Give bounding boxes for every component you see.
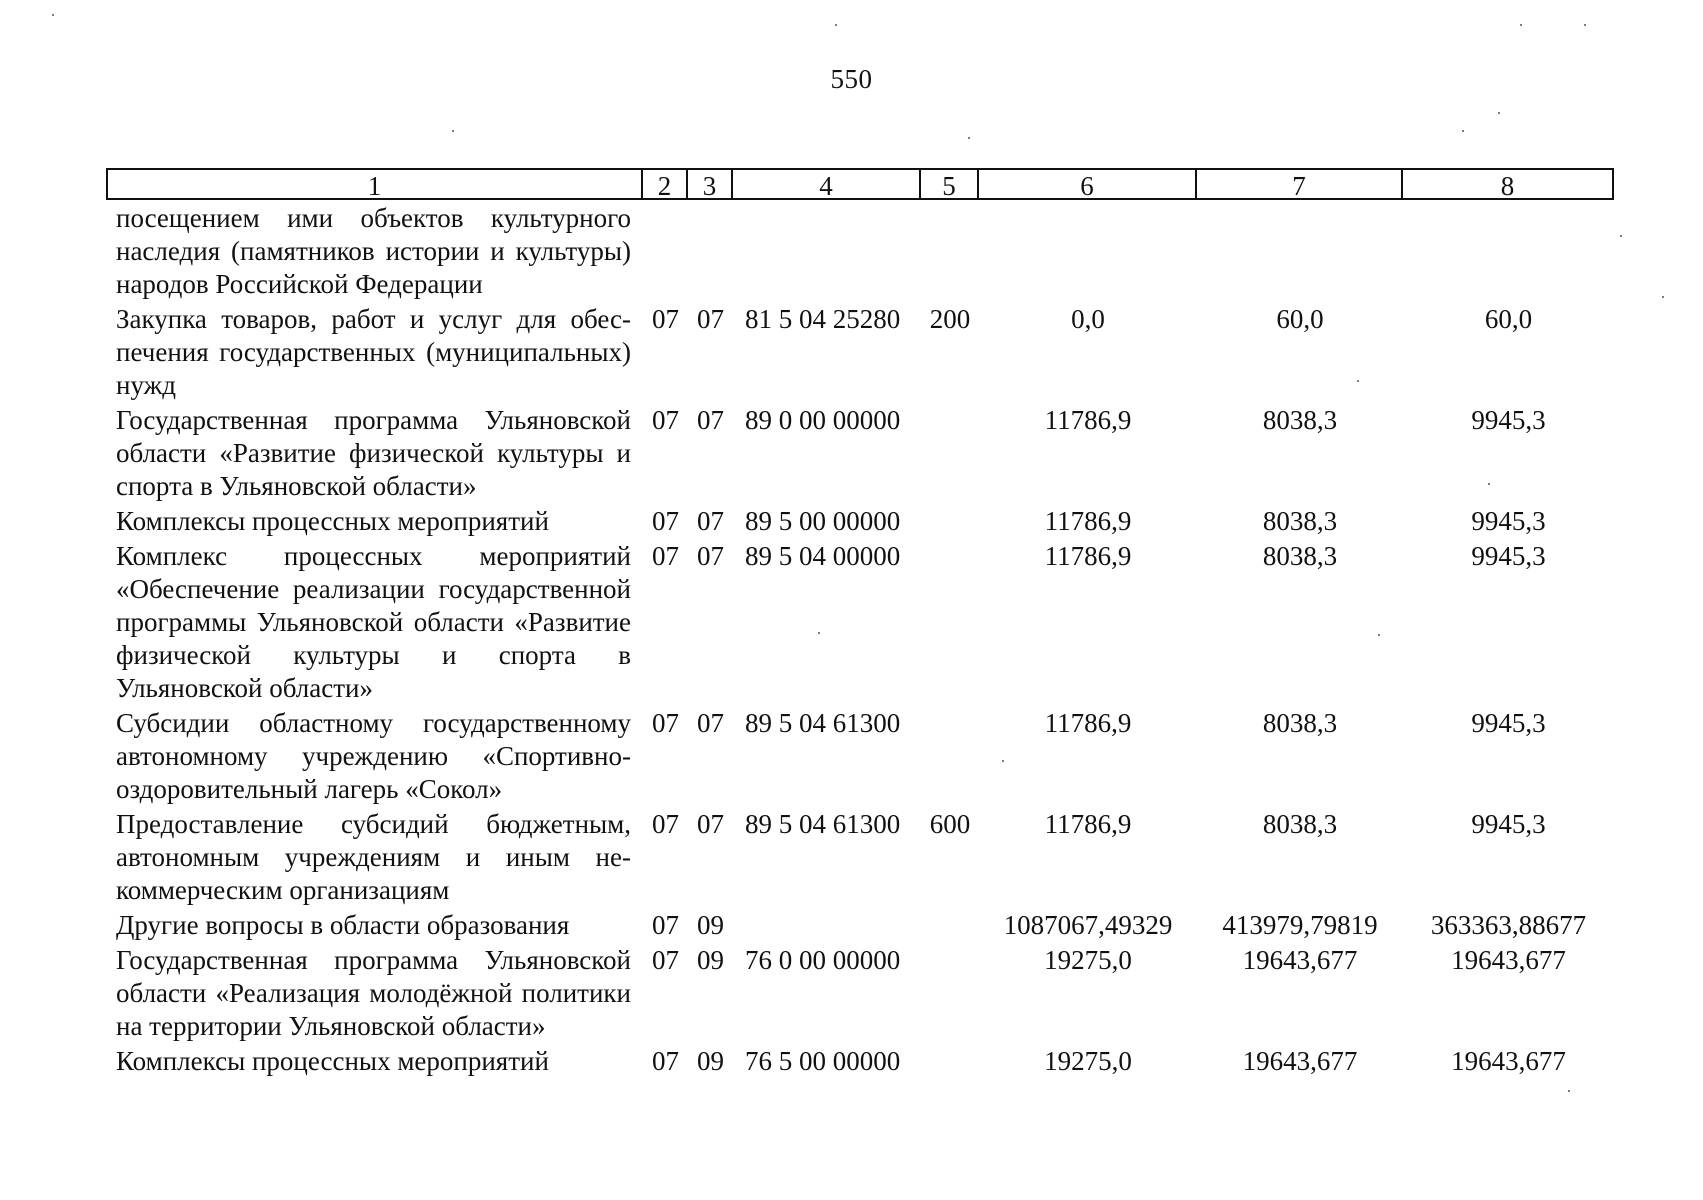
scan-speck xyxy=(1357,380,1359,382)
row-name: Закупка товаров, работ и услуг для обеспечения государственных (муниципальных) нужд xyxy=(116,304,631,400)
row-section: 07 xyxy=(652,1046,679,1076)
row-section: 07 xyxy=(652,541,679,571)
row-amount-col8: 9945,3 xyxy=(1471,506,1546,536)
row-amount-col6: 11786,9 xyxy=(1044,541,1132,571)
row-amount-col8: 19643,677 xyxy=(1451,945,1566,975)
row-section: 07 xyxy=(652,304,679,334)
table-row xyxy=(106,402,1620,503)
row-amount-col8: 9945,3 xyxy=(1471,405,1546,435)
row-amount-col7: 8038,3 xyxy=(1262,809,1338,839)
row-subsection: 07 xyxy=(697,304,724,334)
scan-speck xyxy=(1662,296,1664,298)
row-amount-col8: 363363,88677 xyxy=(1430,910,1587,940)
table-row xyxy=(106,942,1620,1043)
row-amount-col6: 0,0 xyxy=(1071,304,1105,334)
row-name: Государственная программа Ульяновской области «Реализация молодёжной политики на территории Ульяновской области» xyxy=(116,945,631,1041)
row-name: Государственная программа Ульяновской области «Развитие физической культуры и спорта в Ульяновской области» xyxy=(116,405,631,501)
table-header-row xyxy=(106,168,1620,200)
row-target-code: 89 5 04 61300 xyxy=(745,809,901,839)
row-name: Комплексы процессных мероприятий xyxy=(116,1046,549,1076)
scan-speck xyxy=(1002,760,1004,762)
row-expense-type xyxy=(921,1043,979,1078)
row-target-code: 89 5 00 00000 xyxy=(745,506,901,536)
row-name: посещением ими объектов культурного наследия (памятников истории и культуры) народов Российской Федерации xyxy=(116,203,631,299)
row-amount-col6 xyxy=(979,200,1197,301)
row-amount-col6: 11786,9 xyxy=(1044,506,1132,536)
row-amount-col6: 19275,0 xyxy=(1044,945,1132,975)
row-amount-col8: 9945,3 xyxy=(1471,541,1546,571)
row-amount-col6: 11786,9 xyxy=(1044,405,1132,435)
row-section: 07 xyxy=(652,910,679,940)
scan-speck xyxy=(835,24,837,26)
row-target-code: 76 0 00 00000 xyxy=(745,945,901,975)
table-row xyxy=(106,538,1620,705)
row-subsection: 07 xyxy=(697,809,724,839)
row-amount-col7 xyxy=(1197,200,1403,301)
row-subsection: 07 xyxy=(697,405,724,435)
row-amount-col7: 8038,3 xyxy=(1262,506,1338,536)
table-row xyxy=(106,806,1620,907)
row-amount-col7: 19643,677 xyxy=(1242,945,1358,975)
header-cell-8: 8 xyxy=(1403,168,1614,200)
row-amount-col6: 11786,9 xyxy=(1044,708,1132,738)
table-row xyxy=(106,907,1620,942)
row-section: 07 xyxy=(652,708,679,738)
row-expense-type xyxy=(921,538,979,705)
row-subsection: 09 xyxy=(697,945,724,975)
row-target-code: 89 0 00 00000 xyxy=(745,405,901,435)
scan-speck xyxy=(1488,483,1490,485)
row-name: Другие вопросы в области образования xyxy=(116,910,570,940)
header-cell-2: 2 xyxy=(643,168,688,200)
row-section xyxy=(643,200,688,301)
row-amount-col6: 1087067,49329 xyxy=(1003,910,1173,940)
header-cell-6: 6 xyxy=(979,168,1197,200)
budget-table xyxy=(106,168,1620,1078)
header-cell-4: 4 xyxy=(733,168,921,200)
table-row xyxy=(106,301,1620,402)
scan-speck xyxy=(1584,24,1586,26)
page-number: 550 xyxy=(830,64,873,94)
row-target-code: 76 5 00 00000 xyxy=(745,1046,901,1076)
row-subsection: 07 xyxy=(697,506,724,536)
scan-speck xyxy=(1378,634,1380,636)
row-amount-col8 xyxy=(1403,200,1614,301)
scan-speck xyxy=(1568,1090,1570,1092)
row-subsection: 09 xyxy=(697,1046,724,1076)
row-amount-col7: 413979,79819 xyxy=(1222,910,1378,940)
row-amount-col7: 8038,3 xyxy=(1262,405,1338,435)
scan-speck xyxy=(1462,130,1464,132)
row-expense-type xyxy=(921,705,979,806)
row-amount-col8: 19643,677 xyxy=(1451,1046,1566,1076)
row-amount-col8: 9945,3 xyxy=(1471,809,1546,839)
row-name: Предоставление субсидий бюджетным, автономным учреждениям и иным некоммерческим организациям xyxy=(116,809,631,905)
header-cell-1: 1 xyxy=(106,168,643,200)
row-name: Комплекс процессных мероприятий «Обеспечение реализации государственной программы Ульяновской области «Развитие физической культуры и спорта в Ульяновской области» xyxy=(116,541,631,703)
row-expense-type xyxy=(921,942,979,1043)
scan-speck xyxy=(52,14,54,16)
row-target-code: 81 5 04 25280 xyxy=(745,304,901,334)
scan-speck xyxy=(1620,235,1622,237)
row-amount-col7: 8038,3 xyxy=(1262,708,1338,738)
row-amount-col7: 60,0 xyxy=(1276,304,1324,334)
row-expense-type xyxy=(921,503,979,538)
row-expense-type: 600 xyxy=(929,809,971,839)
row-target-code xyxy=(733,907,921,942)
row-target-code: 89 5 04 00000 xyxy=(745,541,901,571)
row-section: 07 xyxy=(652,506,679,536)
table-row xyxy=(106,503,1620,538)
scan-speck xyxy=(1520,24,1522,26)
table-body xyxy=(106,200,1620,1078)
table-row xyxy=(106,1043,1620,1078)
row-subsection: 07 xyxy=(697,541,724,571)
row-subsection xyxy=(688,200,733,301)
scan-speck xyxy=(1498,112,1500,114)
table-row xyxy=(106,200,1620,301)
scan-speck xyxy=(968,137,970,139)
row-name: Субсидии областному государственному автономному учреждению «Спортивно-оздоровительный лагерь «Сокол» xyxy=(116,708,631,804)
row-subsection: 07 xyxy=(697,708,724,738)
row-name: Комплексы процессных мероприятий xyxy=(116,506,549,536)
header-cell-5: 5 xyxy=(921,168,979,200)
row-amount-col6: 19275,0 xyxy=(1044,1046,1132,1076)
row-amount-col8: 9945,3 xyxy=(1471,708,1546,738)
row-amount-col8: 60,0 xyxy=(1484,304,1533,334)
row-expense-type xyxy=(921,402,979,503)
scan-speck xyxy=(452,130,454,132)
row-expense-type xyxy=(921,907,979,942)
header-cell-3: 3 xyxy=(688,168,733,200)
row-expense-type: 200 xyxy=(929,304,971,334)
header-cell-7: 7 xyxy=(1197,168,1403,200)
row-section: 07 xyxy=(652,945,679,975)
row-amount-col6: 11786,9 xyxy=(1044,809,1132,839)
row-section: 07 xyxy=(652,809,679,839)
row-subsection: 09 xyxy=(697,910,724,940)
table-row xyxy=(106,705,1620,806)
row-section: 07 xyxy=(652,405,679,435)
scan-speck xyxy=(818,632,820,634)
row-amount-col7: 19643,677 xyxy=(1242,1046,1358,1076)
row-target-code xyxy=(733,200,921,301)
row-expense-type xyxy=(921,200,979,301)
row-amount-col7: 8038,3 xyxy=(1262,541,1338,571)
row-target-code: 89 5 04 61300 xyxy=(745,708,901,738)
